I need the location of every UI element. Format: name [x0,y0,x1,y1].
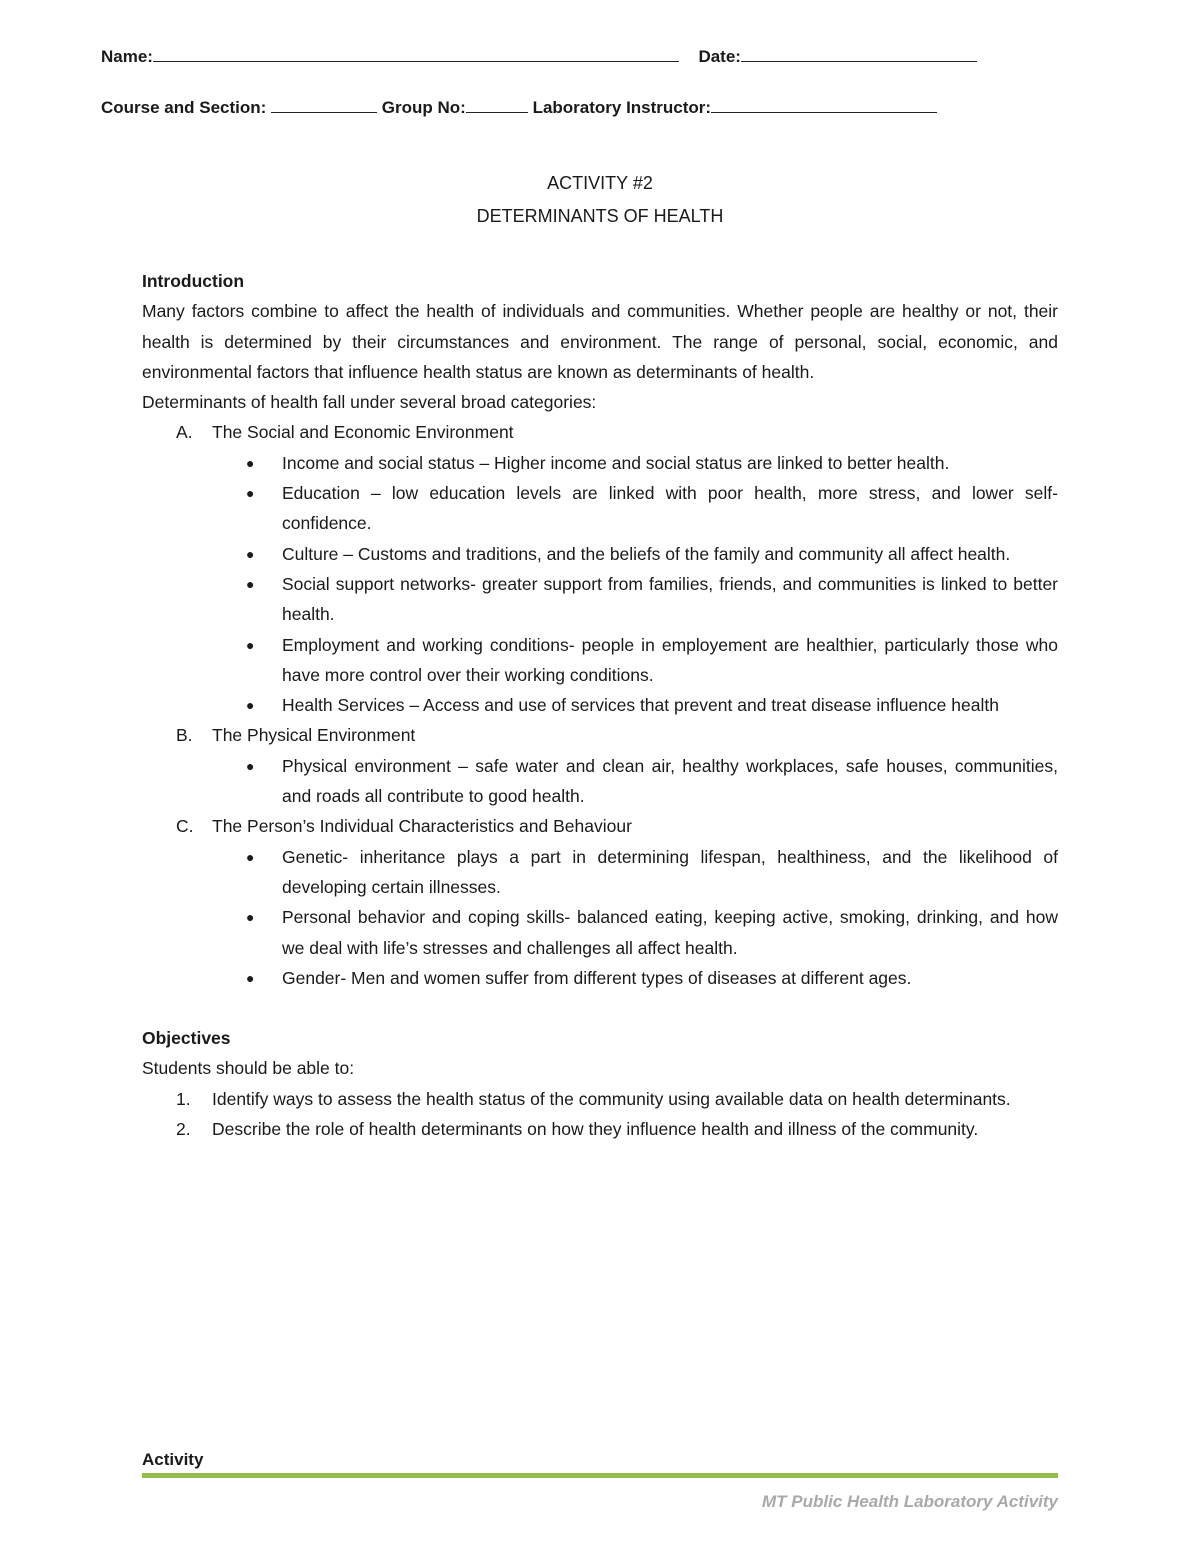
section-label: A. [176,422,193,443]
introduction-heading: Introduction [142,271,245,291]
section-a [142,417,1058,447]
bullet-icon: ● [246,969,255,986]
section-title: The Person’s Individual Characteristics and Behaviour [212,816,632,837]
spacer [142,993,1058,1023]
course-section-label: Course and Section: [101,98,267,117]
list-item-text: Income and social status – Higher income and social status are linked to better health. [282,452,950,473]
list-item [142,842,1058,903]
objective-item [142,1114,1058,1144]
objective-text: Describe the role of health determinants on how they influence health and illness of the community. [212,1119,979,1140]
section-label: C. [176,816,194,837]
activity-title: DETERMINANTS OF HEALTH [476,206,724,226]
bullet-icon: ● [246,575,255,592]
list-item [142,963,1058,993]
bullet-icon: ● [246,757,255,774]
list-item-text: Physical environment – safe water and clean air, healthy workplaces, safe houses, communities, and roads all contribute to good health. [282,755,1058,807]
list-item-text: Gender- Men and women suffer from different types of diseases at different ages. [282,967,912,988]
header-row-2 [101,97,937,118]
introduction-lead: Determinants of health fall under several broad categories: [142,392,597,413]
list-item-text: Personal behavior and coping skills- balanced eating, keeping active, smoking, drinking, and how we deal with life’s stresses and challenges all affect health. [282,907,1058,958]
laboratory-instructor-field[interactable] [711,97,937,113]
list-item [142,902,1058,963]
footer-divider [142,1473,1058,1478]
header-row-1 [101,46,977,67]
list-item-text: Employment and working conditions- people in employement are healthier, particularly those who have more control over their working conditions. [282,634,1058,685]
section-title: The Physical Environment [212,725,416,746]
bullet-icon: ● [246,636,255,653]
introduction-paragraph: Many factors combine to affect the health of individuals and communities. Whether people are healthy or not, their health is determined by their circumstances and environment. The range of personal, social, economic, and environmental factors that influence health status are known as determinants of health. [142,301,1058,382]
bullet-icon: ● [246,848,255,865]
list-item [142,539,1058,569]
section-b [142,720,1058,750]
list-item [142,751,1058,812]
objective-number: 1. [176,1088,191,1109]
objective-text: Identify ways to assess the health status of the community using available data on health determinants. [212,1088,1011,1109]
bullet-icon: ● [246,697,255,714]
list-item-text: Education – low education levels are linked with poor health, more stress, and lower self-confidence. [282,483,1058,534]
laboratory-instructor-label: Laboratory Instructor: [532,98,712,117]
list-item-text: Genetic- inheritance plays a part in determining lifespan, healthiness, and the likelihood of developing certain illnesses. [282,846,1058,897]
bullet-icon: ● [246,545,255,562]
bullet-icon: ● [246,454,255,471]
activity-footer-label: Activity [142,1450,204,1469]
list-item-text: Health Services – Access and use of services that prevent and treat disease influence health [282,695,999,716]
group-no-label: Group No: [381,98,466,117]
objective-number: 2. [176,1119,191,1140]
document-body [142,266,1058,1144]
activity-number-title: ACTIVITY #2 [547,173,653,193]
section-label: B. [176,725,193,746]
list-item [142,478,1058,539]
date-field[interactable] [741,46,977,62]
bullet-icon: ● [246,485,255,502]
date-label: Date: [698,47,741,66]
list-item [142,630,1058,691]
list-item [142,569,1058,630]
name-label: Name: [101,47,153,66]
group-no-field[interactable] [466,97,528,113]
course-section-field[interactable] [271,97,377,113]
list-item-text: Culture – Customs and traditions, and the beliefs of the family and community all affect health. [282,543,1011,564]
running-footer-title: MT Public Health Laboratory Activity [762,1492,1058,1511]
list-item-text: Social support networks- greater support from families, friends, and communities is linked to better health. [282,573,1058,625]
section-c [142,811,1058,841]
objective-item [142,1084,1058,1114]
objectives-heading: Objectives [142,1028,231,1049]
bullet-icon: ● [246,909,255,926]
section-title: The Social and Economic Environment [212,422,514,443]
list-item [142,448,1058,478]
objectives-lead: Students should be able to: [142,1058,355,1079]
list-item [142,690,1058,720]
name-field[interactable] [153,46,679,62]
